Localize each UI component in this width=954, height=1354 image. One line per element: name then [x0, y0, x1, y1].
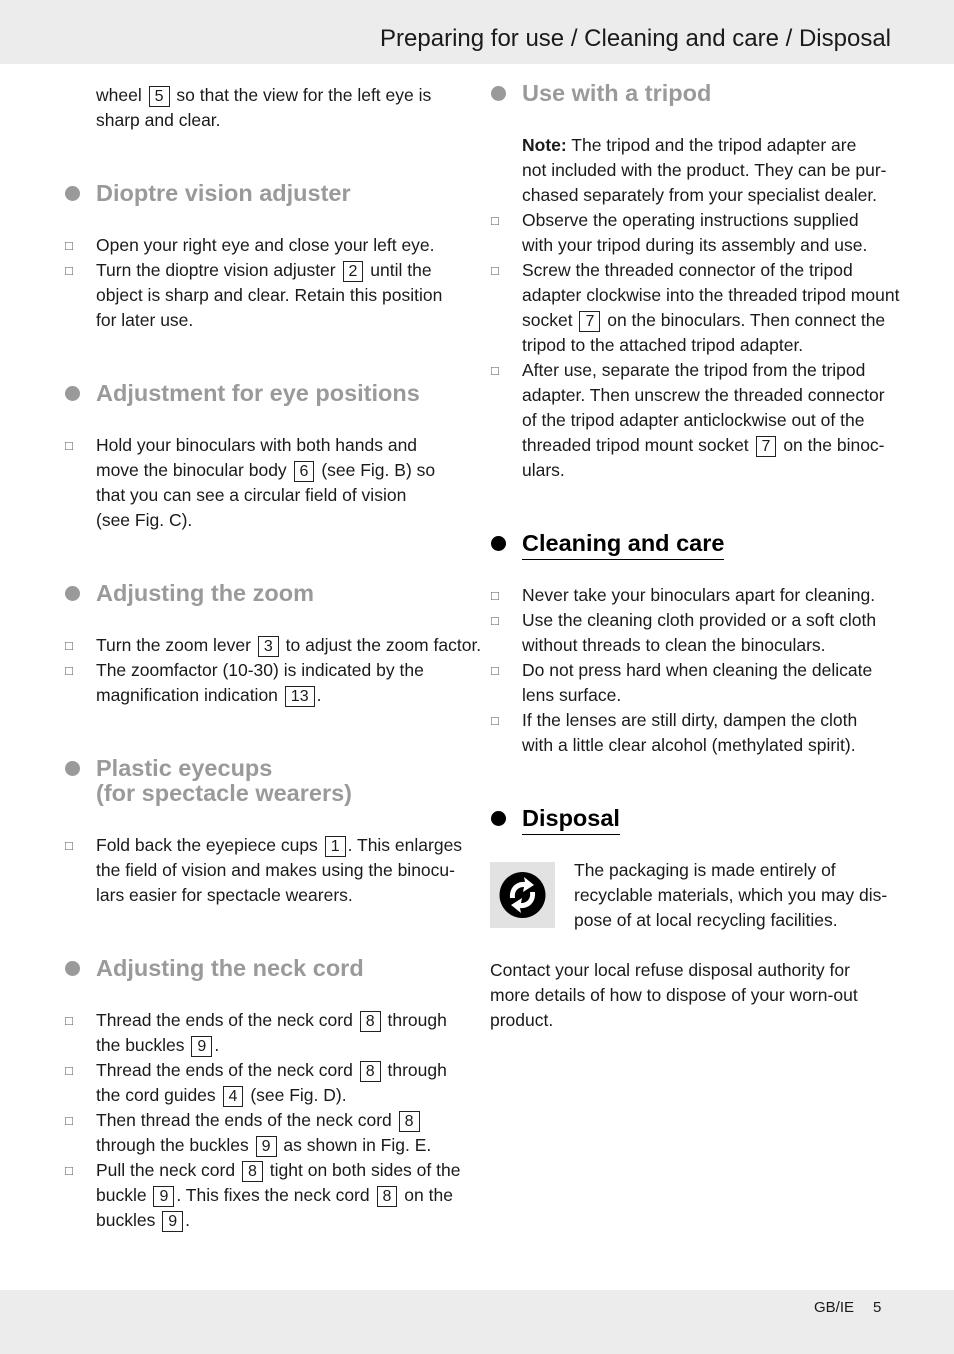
tripod-note-line-1: Note: The tripod and the tripod adapter are	[522, 135, 857, 155]
heading-tripod: Use with a tripod	[522, 80, 712, 106]
checkbox-bullet-icon: □	[65, 638, 73, 653]
checkbox-bullet-icon: □	[65, 438, 73, 453]
eyecups-line-1: Fold back the eyepiece cups 1 . This enlarges	[96, 835, 463, 855]
tripod-bullet-3-line-2: adapter. Then unscrew the threaded connector	[522, 385, 885, 405]
checkbox-bullet-icon: □	[65, 838, 73, 853]
section-dot-icon	[65, 961, 80, 976]
checkbox-bullet-icon: □	[65, 1113, 73, 1128]
dioptre-bullet-2: Turn the dioptre vision adjuster 2 until the	[96, 260, 432, 280]
ref-box: 8	[377, 1186, 398, 1207]
footer-region: GB/IE	[814, 1299, 855, 1316]
ref-box: 8	[242, 1161, 263, 1182]
section-dot-icon	[65, 386, 80, 401]
cleaning-bullet-3-line-2: lens surface.	[522, 685, 622, 705]
zoom-bullet-1: Turn the zoom lever 3 to adjust the zoom factor.	[96, 635, 482, 655]
checkbox-bullet-icon: □	[491, 363, 499, 378]
tripod-bullet-3-line-5: ulars.	[522, 460, 565, 480]
disposal-p1-line-3: pose of at local recycling facilities.	[574, 910, 838, 930]
section-dot-icon	[491, 536, 506, 551]
checkbox-bullet-icon: □	[65, 663, 73, 678]
header-band	[0, 0, 954, 64]
ref-box: 13	[285, 686, 315, 707]
checkbox-bullet-icon: □	[491, 613, 499, 628]
green-dot-recycling-icon	[490, 862, 555, 928]
ref-box: 9	[191, 1036, 212, 1057]
eyepos-line-2: move the binocular body 6 (see Fig. B) so	[96, 460, 436, 480]
tripod-bullet-1-line-2: with your tripod during its assembly and use.	[522, 235, 868, 255]
cleaning-bullet-3: Do not press hard when cleaning the delicate	[522, 660, 873, 680]
intro-line-1: wheel 5 so that the view for the left eye is	[96, 85, 432, 105]
zoom-bullet-2: The zoomfactor (10-30) is indicated by the	[96, 660, 424, 680]
tripod-bullet-1: Observe the operating instructions supplied	[522, 210, 859, 230]
cleaning-bullet-2-line-2: without threads to clean the binoculars.	[522, 635, 826, 655]
checkbox-bullet-icon: □	[65, 1013, 73, 1028]
dioptre-bullet-1: Open your right eye and close your left eye.	[96, 235, 435, 255]
heading-eyecups-2: (for spectacle wearers)	[96, 780, 353, 806]
neck-bullet-1: Thread the ends of the neck cord 8 through	[96, 1010, 447, 1030]
eyecups-line-2: the field of vision and makes using the binocu-	[96, 860, 455, 880]
heading-neck-cord: Adjusting the neck cord	[96, 955, 364, 981]
dioptre-bullet-2-line-3: for later use.	[96, 310, 194, 330]
dioptre-bullet-2-line-2: object is sharp and clear. Retain this position	[96, 285, 443, 305]
tripod-note-line-3: chased separately from your specialist dealer.	[522, 185, 878, 205]
ref-box: 8	[360, 1011, 381, 1032]
section-dot-icon	[65, 586, 80, 601]
ref-box: 4	[223, 1086, 244, 1107]
disposal-p2-line-1: Contact your local refuse disposal authority for	[490, 960, 850, 980]
ref-box: 2	[343, 261, 364, 282]
tripod-bullet-2-line-2: adapter clockwise into the threaded tripod mount	[522, 285, 900, 305]
neck-bullet-3-line-2: through the buckles 9 as shown in Fig. E.	[96, 1135, 432, 1155]
checkbox-bullet-icon: □	[491, 263, 499, 278]
tripod-bullet-3-line-3: of the tripod adapter anticlockwise out of the	[522, 410, 865, 430]
checkbox-bullet-icon: □	[491, 713, 499, 728]
ref-box: 6	[294, 461, 315, 482]
ref-box: 7	[579, 311, 600, 332]
zoom-bullet-2-line-2: magnification indication 13 .	[96, 685, 322, 705]
eyepos-line-4: (see Fig. C).	[96, 510, 193, 530]
heading-zoom: Adjusting the zoom	[96, 580, 315, 606]
footer-band	[0, 1290, 954, 1354]
tripod-bullet-2-line-3: socket 7 on the binoculars. Then connect the	[522, 310, 886, 330]
checkbox-bullet-icon: □	[491, 213, 499, 228]
disposal-p2-line-2: more details of how to dispose of your worn-out	[490, 985, 858, 1005]
ref-box: 7	[756, 436, 777, 457]
ref-box: 8	[360, 1061, 381, 1082]
ref-box: 3	[258, 636, 279, 657]
ref-box: 9	[162, 1211, 183, 1232]
heading-eyecups-1: Plastic eyecups	[96, 755, 273, 781]
checkbox-bullet-icon: □	[491, 663, 499, 678]
tripod-bullet-2-line-4: tripod to the attached tripod adapter.	[522, 335, 804, 355]
tripod-note-line-2: not included with the product. They can be pur-	[522, 160, 887, 180]
neck-bullet-4-line-3: buckles 9 .	[96, 1210, 190, 1230]
eyepos-line-3: that you can see a circular field of vision	[96, 485, 407, 505]
neck-bullet-1-line-2: the buckles 9 .	[96, 1035, 220, 1055]
checkbox-bullet-icon: □	[65, 1063, 73, 1078]
eyepos-line-1: Hold your binoculars with both hands and	[96, 435, 418, 455]
ref-box: 5	[149, 86, 170, 107]
checkbox-bullet-icon: □	[65, 263, 73, 278]
neck-bullet-2-line-2: the cord guides 4 (see Fig. D).	[96, 1085, 347, 1105]
ref-box: 8	[399, 1111, 420, 1132]
disposal-p1-line-2: recyclable materials, which you may dis-	[574, 885, 888, 905]
section-dot-icon	[65, 761, 80, 776]
neck-bullet-4: Pull the neck cord 8 tight on both sides of the	[96, 1160, 461, 1180]
disposal-p2-line-3: product.	[490, 1010, 554, 1030]
heading-dioptre: Dioptre vision adjuster	[96, 180, 351, 206]
tripod-bullet-3-line-4: threaded tripod mount socket 7 on the binoc-	[522, 435, 885, 455]
tripod-bullet-3: After use, separate the tripod from the tripod	[522, 360, 866, 380]
checkbox-bullet-icon: □	[491, 588, 499, 603]
eyecups-line-3: lars easier for spectacle wearers.	[96, 885, 353, 905]
heading-cleaning: Cleaning and care	[522, 531, 724, 560]
section-dot-icon	[491, 811, 506, 826]
heading-eye-positions: Adjustment for eye positions	[96, 380, 420, 406]
neck-bullet-2: Thread the ends of the neck cord 8 through	[96, 1060, 447, 1080]
tripod-bullet-2: Screw the threaded connector of the tripod	[522, 260, 853, 280]
cleaning-bullet-4-line-2: with a little clear alcohol (methylated spirit).	[522, 735, 856, 755]
neck-bullet-4-line-2: buckle 9 . This fixes the neck cord 8 on the	[96, 1185, 453, 1205]
disposal-p1-line-1: The packaging is made entirely of	[574, 860, 836, 880]
checkbox-bullet-icon: □	[65, 238, 73, 253]
cleaning-bullet-1: Never take your binoculars apart for cleaning.	[522, 585, 876, 605]
section-dot-icon	[491, 86, 506, 101]
page-number: 5	[873, 1299, 882, 1316]
ref-box: 1	[325, 836, 346, 857]
heading-disposal: Disposal	[522, 806, 620, 835]
page-title: Preparing for use / Cleaning and care / Disposal	[380, 25, 891, 52]
intro-line-2: sharp and clear.	[96, 110, 221, 130]
ref-box: 9	[153, 1186, 174, 1207]
checkbox-bullet-icon: □	[65, 1163, 73, 1178]
ref-box: 9	[256, 1136, 277, 1157]
cleaning-bullet-2: Use the cleaning cloth provided or a soft cloth	[522, 610, 877, 630]
neck-bullet-3: Then thread the ends of the neck cord 8	[96, 1108, 422, 1133]
cleaning-bullet-4: If the lenses are still dirty, dampen the cloth	[522, 710, 858, 730]
section-dot-icon	[65, 186, 80, 201]
